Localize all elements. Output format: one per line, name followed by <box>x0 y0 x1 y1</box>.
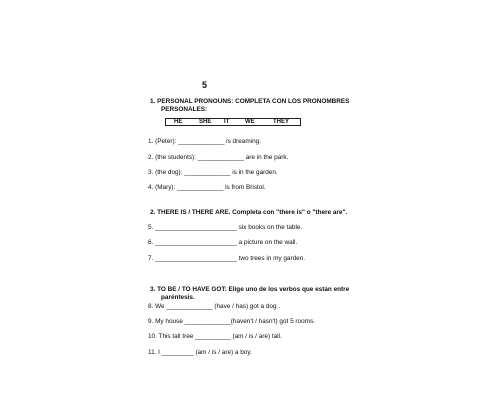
section-1-title-line1: 1. PERSONAL PRONOUNS: COMPLETA CON LOS PRONOMBRES <box>150 98 350 105</box>
section-3-title-line2: paréntesis. <box>161 294 195 301</box>
word-it: IT <box>224 119 230 125</box>
exercise-item-11: 11. I _________ (am / is / are) a boy. <box>148 349 252 356</box>
exercise-item-3: 3. (the dog): _____________ is in the garden. <box>148 169 278 176</box>
exercise-item-10: 10. This tall tree __________ (am / is / are) tall. <box>148 333 282 340</box>
exercise-item-8: 8. We _____________ (have / has) got a dog . <box>148 303 281 310</box>
exercise-item-7: 7. _______________________ two trees in my garden. <box>148 255 306 262</box>
word-he: HE <box>174 119 183 125</box>
section-1-title-line2: PERSONALES: <box>161 106 208 113</box>
page-number: 5 <box>202 80 208 90</box>
section-3-title-line1: 3. TO BE / TO HAVE GOT: Elige uno de los verbos que están entre <box>150 286 350 293</box>
exercise-item-9: 9. My house _____________(haven't / hasn't) got 5 rooms. <box>148 318 315 325</box>
word-she: SHE <box>199 119 212 125</box>
exercise-item-6: 6. _______________________ a picture on the wall. <box>148 239 298 246</box>
exercise-item-4: 4. (Mary): _____________ is from Bristol. <box>148 184 266 191</box>
exercise-item-5: 5. _______________________ six books on the table. <box>148 224 303 231</box>
exercise-item-1: 1. (Peter): _____________ is dreaming. <box>148 138 261 145</box>
exercise-item-2: 2. (the students): _____________ are in the park. <box>148 154 289 161</box>
word-they: THEY <box>273 119 290 125</box>
section-2-title: 2. THERE IS / THERE ARE. Completa con "there is" o "there are". <box>150 209 348 216</box>
word-we: WE <box>245 119 255 125</box>
pronoun-word-box <box>165 118 301 126</box>
